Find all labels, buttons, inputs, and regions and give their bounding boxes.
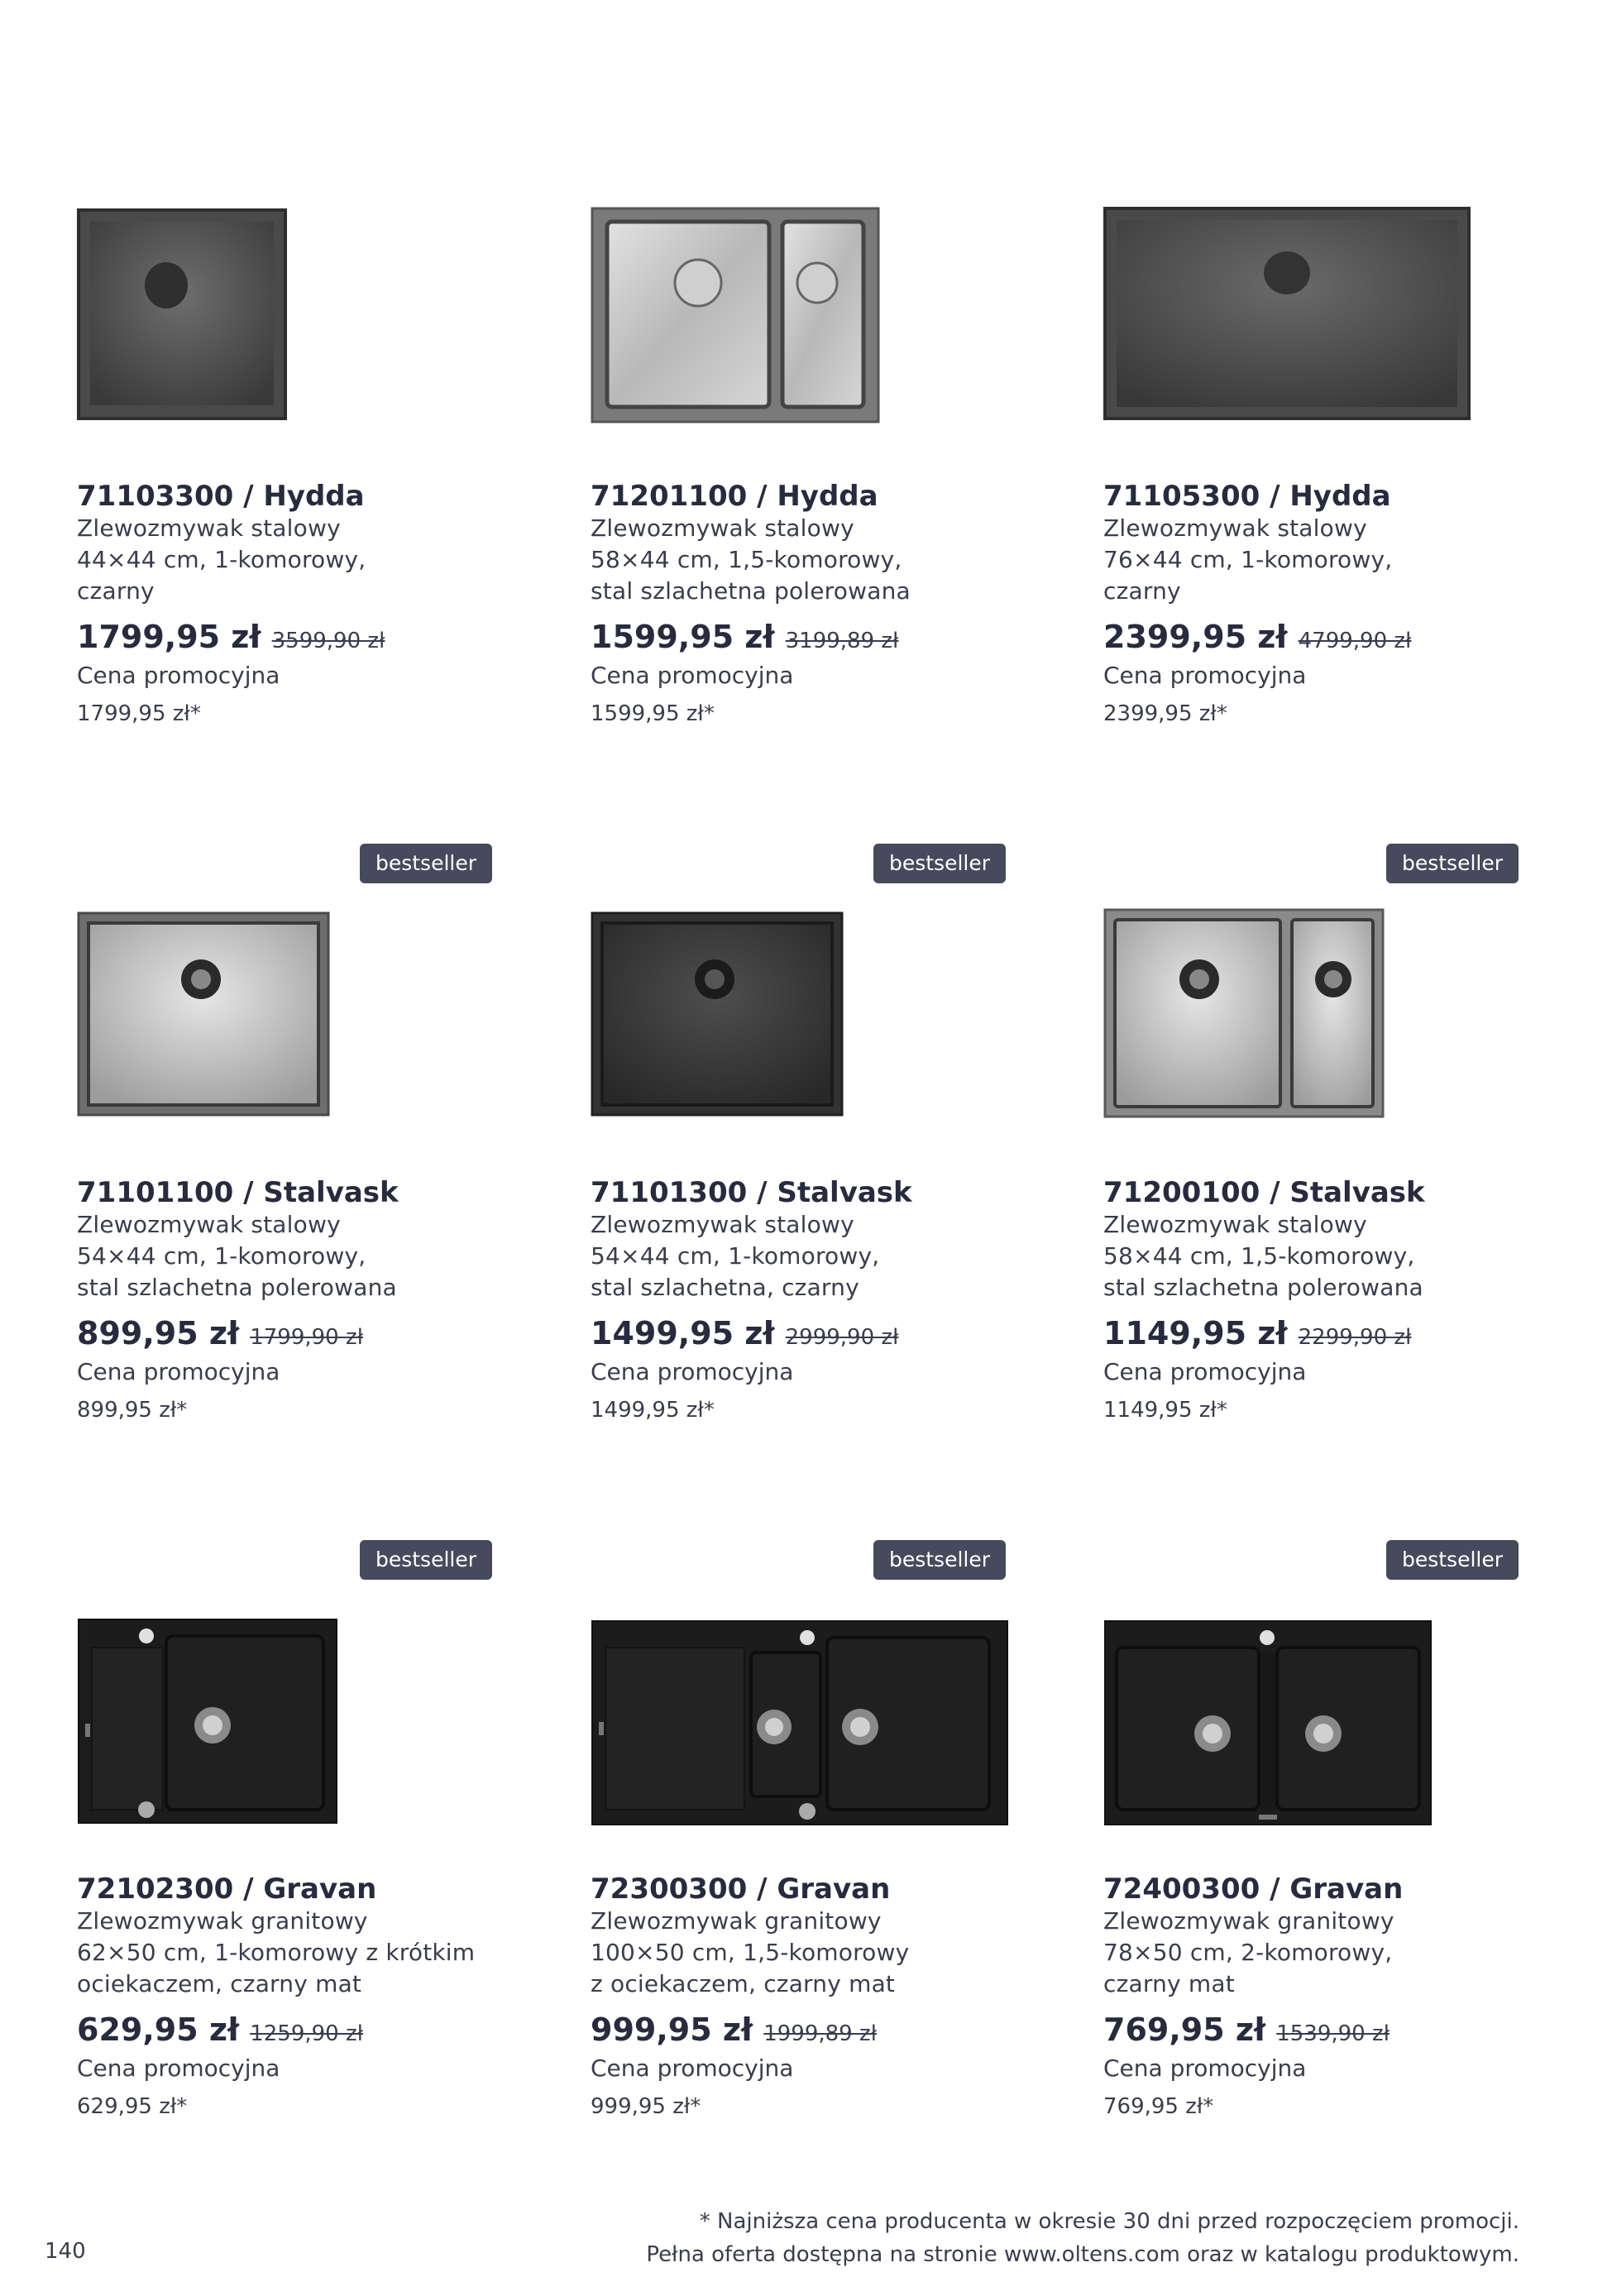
old-price: 1999,89 zł — [763, 2021, 878, 2046]
bestseller-badge: bestseller — [360, 1540, 492, 1580]
lowest-price: 899,95 zł* — [77, 1398, 188, 1423]
old-price: 3199,89 zł — [785, 629, 899, 653]
product-card-3 — [1103, 207, 1567, 769]
product-description-line: 100×50 cm, 1,5-komorowy — [591, 1939, 910, 1966]
product-description-line: z ociekaczem, czarny mat — [591, 1970, 896, 1997]
promo-label: Cena promocyjna — [1103, 662, 1307, 689]
product-description-line: czarny — [1103, 577, 1181, 605]
bestseller-badge: bestseller — [1386, 1540, 1519, 1580]
promo-price: 899,95 zł — [77, 1315, 240, 1351]
product-card-9 — [1103, 1540, 1567, 2119]
lowest-price: 769,95 zł* — [1103, 2094, 1214, 2119]
product-description-line: stal szlachetna polerowana — [77, 1274, 397, 1301]
product-description-line: czarny — [77, 577, 155, 605]
bestseller-badge: bestseller — [360, 844, 492, 883]
promo-label: Cena promocyjna — [591, 1358, 794, 1385]
product-card-1 — [77, 207, 540, 769]
promo-price: 629,95 zł — [77, 2011, 240, 2048]
footnote — [646, 2205, 1519, 2271]
product-card-8 — [591, 1540, 1054, 2119]
lowest-price: 629,95 zł* — [77, 2094, 188, 2119]
product-title: 72102300 / Gravan — [77, 1873, 377, 1906]
product-title: 71101100 / Stalvask — [77, 1176, 399, 1209]
page-number: 140 — [45, 2239, 86, 2264]
product-description-line: Zlewozmywak granitowy — [1103, 1907, 1394, 1935]
product-description-line: 58×44 cm, 1,5-komorowy, — [591, 546, 902, 573]
product-description-line: czarny mat — [1103, 1970, 1235, 1997]
product-title: 72300300 / Gravan — [591, 1873, 891, 1906]
product-title: 71201100 / Hydda — [591, 480, 878, 513]
product-title: 71105300 / Hydda — [1103, 480, 1391, 513]
product-description-line: 54×44 cm, 1-komorowy, — [77, 1242, 366, 1270]
old-price: 1799,90 zł — [250, 1325, 364, 1350]
old-price: 2999,90 zł — [785, 1325, 899, 1350]
promo-price: 769,95 zł — [1103, 2011, 1266, 2048]
product-description-line: Zlewozmywak stalowy — [1103, 514, 1367, 542]
lowest-price: 1599,95 zł* — [591, 701, 715, 726]
sink-image — [77, 911, 330, 1117]
product-description-line: 76×44 cm, 1-komorowy, — [1103, 546, 1393, 573]
product-title: 71101300 / Stalvask — [591, 1176, 912, 1209]
product-title: 72400300 / Gravan — [1103, 1873, 1404, 1906]
promo-label: Cena promocyjna — [591, 662, 794, 689]
promo-price: 1149,95 zł — [1103, 1315, 1288, 1351]
product-description-line: 58×44 cm, 1,5-komorowy, — [1103, 1242, 1415, 1270]
promo-label: Cena promocyjna — [1103, 2054, 1307, 2082]
bestseller-badge: bestseller — [873, 1540, 1006, 1580]
footnote-line: Pełna oferta dostępna na stronie www.oltens.com oraz w katalogu produktowym. — [646, 2242, 1519, 2267]
lowest-price: 999,95 zł* — [591, 2094, 701, 2119]
promo-label: Cena promocyjna — [77, 2054, 280, 2082]
promo-label: Cena promocyjna — [591, 2054, 794, 2082]
sink-image — [1103, 207, 1472, 420]
product-description-line: 78×50 cm, 2-komorowy, — [1103, 1939, 1393, 1966]
product-card-4 — [77, 844, 540, 1423]
promo-label: Cena promocyjna — [1103, 1358, 1307, 1385]
sink-image — [1103, 1619, 1433, 1826]
old-price: 1539,90 zł — [1276, 2021, 1390, 2046]
product-card-7 — [77, 1540, 540, 2119]
promo-price: 1499,95 zł — [591, 1315, 775, 1351]
product-description-line: Zlewozmywak granitowy — [77, 1907, 368, 1935]
product-card-6 — [1103, 844, 1567, 1423]
promo-label: Cena promocyjna — [77, 1358, 280, 1385]
lowest-price: 1799,95 zł* — [77, 701, 201, 726]
promo-price: 1799,95 zł — [77, 619, 261, 655]
footnote-line: * Najniższa cena producenta w okresie 30 dni przed rozpoczęciem promocji. — [699, 2209, 1519, 2234]
sink-image — [591, 1619, 1009, 1826]
promo-price: 2399,95 zł — [1103, 619, 1288, 655]
product-description-line: Zlewozmywak granitowy — [591, 1907, 882, 1935]
product-description-line: ociekaczem, czarny mat — [77, 1970, 362, 1997]
bestseller-badge: bestseller — [1386, 844, 1519, 883]
sink-image — [1103, 908, 1385, 1118]
product-card-5 — [591, 844, 1054, 1423]
product-description-line: Zlewozmywak stalowy — [591, 514, 854, 542]
product-description-line: 62×50 cm, 1-komorowy z krótkim — [77, 1939, 476, 1966]
bestseller-badge: bestseller — [873, 844, 1006, 883]
sink-image — [591, 911, 844, 1117]
product-description-line: Zlewozmywak stalowy — [77, 514, 341, 542]
old-price: 4799,90 zł — [1298, 629, 1412, 653]
product-description-line: stal szlachetna, czarny — [591, 1274, 859, 1301]
sink-image — [591, 207, 880, 423]
product-description-line: 44×44 cm, 1-komorowy, — [77, 546, 366, 573]
product-card-2 — [591, 207, 1054, 769]
promo-price: 1599,95 zł — [591, 619, 775, 655]
product-description-line: Zlewozmywak stalowy — [591, 1211, 854, 1238]
promo-label: Cena promocyjna — [77, 662, 280, 689]
old-price: 1259,90 zł — [250, 2021, 364, 2046]
lowest-price: 1499,95 zł* — [591, 1398, 715, 1423]
product-title: 71200100 / Stalvask — [1103, 1176, 1425, 1209]
product-description-line: Zlewozmywak stalowy — [77, 1211, 341, 1238]
promo-price: 999,95 zł — [591, 2011, 753, 2048]
lowest-price: 2399,95 zł* — [1103, 701, 1227, 726]
sink-image — [77, 207, 289, 422]
old-price: 3599,90 zł — [271, 629, 385, 653]
product-description-line: 54×44 cm, 1-komorowy, — [591, 1242, 880, 1270]
product-description-line: Zlewozmywak stalowy — [1103, 1211, 1367, 1238]
sink-image — [77, 1618, 338, 1825]
product-description-line: stal szlachetna polerowana — [591, 577, 911, 605]
old-price: 2299,90 zł — [1298, 1325, 1412, 1350]
product-title: 71103300 / Hydda — [77, 480, 365, 513]
product-description-line: stal szlachetna polerowana — [1103, 1274, 1423, 1301]
lowest-price: 1149,95 zł* — [1103, 1398, 1227, 1423]
